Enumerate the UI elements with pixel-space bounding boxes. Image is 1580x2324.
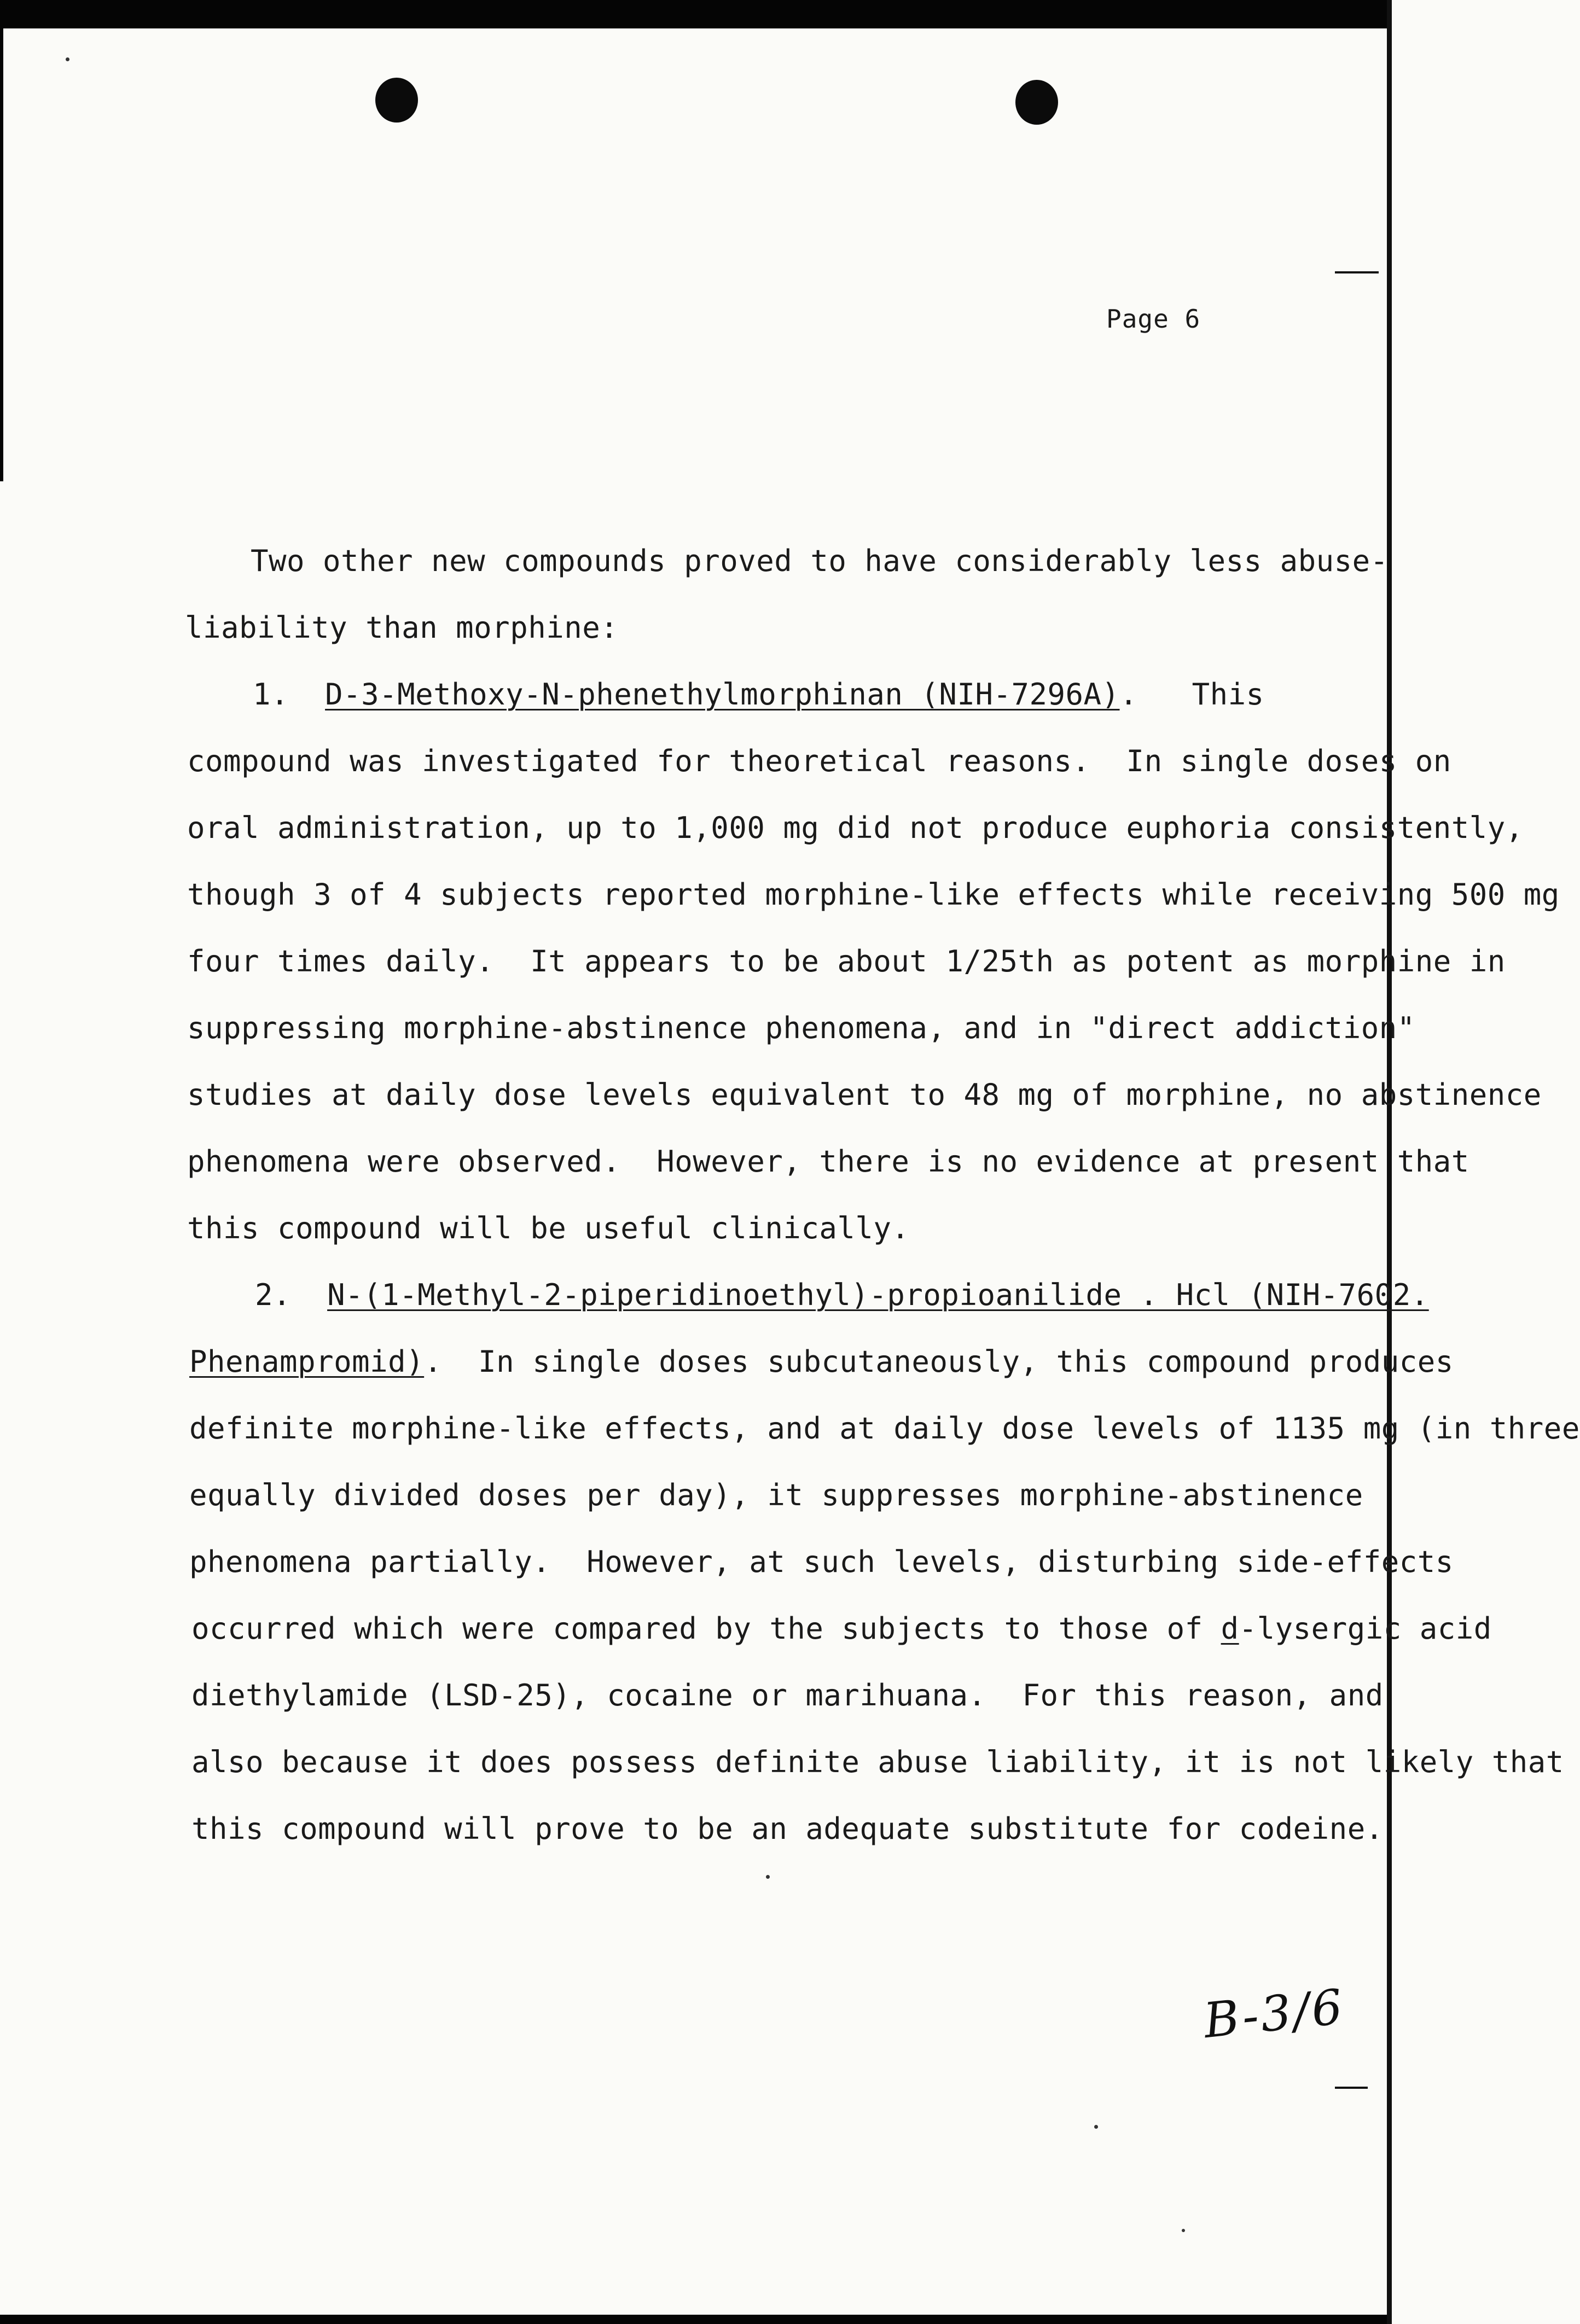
item1-line: compound was investigated for theoretical reasons. In single doses on <box>187 744 1451 778</box>
item2-line: phenomena partially. However, at such levels, disturbing side-effects <box>189 1545 1454 1579</box>
item1-title: D-3-Methoxy-N-phenethylmorphinan (NIH-7296A) <box>325 677 1120 712</box>
item2-title-after: . In single doses subcutaneously, this compound produces <box>424 1344 1454 1379</box>
item2-line-part: -lysergic acid <box>1239 1611 1492 1646</box>
item2-number: 2. <box>255 1278 292 1312</box>
item2-heading <box>255 1275 1429 1315</box>
item2-line: diethylamide (LSD-25), cocaine or marihuana. For this reason, and <box>191 1678 1384 1713</box>
intro-line-2: liability than morphine: <box>185 610 619 645</box>
item1-line: this compound will be useful clinically. <box>187 1211 910 1245</box>
scan-mark <box>1335 271 1379 273</box>
intro-line-1: Two other new compounds proved to have considerably less abuse- <box>251 544 1389 578</box>
scan-speck <box>1182 2229 1185 2232</box>
item1-number: 1. <box>253 677 289 712</box>
item2-title-line-1: N-(1-Methyl-2-piperidinoethyl)-propioanilide . Hcl (NIH-7602. <box>327 1278 1429 1312</box>
item2-title-line-2: Phenampromid) <box>189 1344 425 1379</box>
item1-line: phenomena were observed. However, there is no evidence at present that <box>187 1144 1469 1179</box>
item2-line: this compound will prove to be an adequate substitute for codeine. <box>191 1812 1384 1846</box>
page-number: Page 6 <box>1106 304 1201 334</box>
item2-d-prefix: d <box>1221 1611 1239 1646</box>
item2-line-part: occurred which were compared by the subjects to those of <box>191 1611 1221 1646</box>
scan-speck <box>1094 2125 1098 2129</box>
item2-title-continuation <box>189 1342 1454 1382</box>
scan-speck <box>766 1875 770 1879</box>
scan-border-bottom <box>0 2315 1392 2324</box>
item2-line: also because it does possess definite abuse liability, it is not likely that <box>191 1745 1564 1779</box>
scan-mark <box>1335 2087 1368 2089</box>
scan-border-top <box>0 0 1392 28</box>
item1-line: though 3 of 4 subjects reported morphine-like effects while receiving 500 mg <box>187 877 1560 912</box>
scan-speck <box>66 57 69 61</box>
item1-heading <box>253 675 1264 714</box>
item1-line: oral administration, up to 1,000 mg did not produce euphoria consistently, <box>187 811 1524 845</box>
item1-line: studies at daily dose levels equivalent to 48 mg of morphine, no abstinence <box>187 1077 1542 1112</box>
item2-line-lysergic <box>191 1609 1492 1649</box>
punch-hole-left <box>375 78 418 123</box>
item1-line: suppressing morphine-abstinence phenomena, and in "direct addiction" <box>187 1011 1415 1045</box>
item1-line: four times daily. It appears to be about 1/25th as potent as morphine in <box>187 944 1506 978</box>
punch-hole-right <box>1015 80 1058 125</box>
handwritten-note: B-3/6 <box>1201 1978 1347 2049</box>
item2-line: definite morphine-like effects, and at daily dose levels of 1135 mg (in three <box>189 1411 1580 1446</box>
item2-line: equally divided doses per day), it suppresses morphine-abstinence <box>189 1478 1363 1512</box>
scan-border-left <box>0 0 3 481</box>
item1-title-after: . This <box>1119 677 1264 712</box>
